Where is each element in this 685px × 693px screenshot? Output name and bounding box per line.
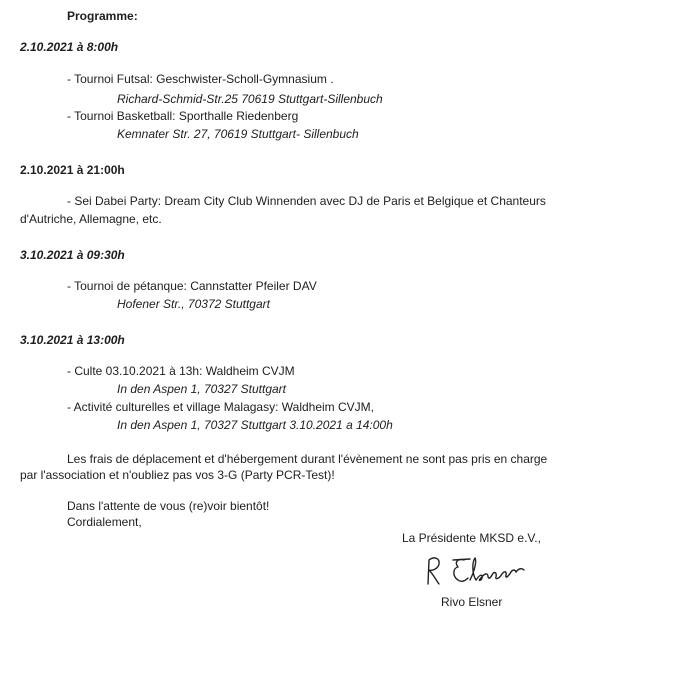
event-line: - Tournoi Basketball: Sporthalle Riedenberg <box>67 109 299 123</box>
closing-line1: Dans l'attente de vous (re)voir bientôt! <box>67 499 270 513</box>
signatory-title: La Présidente MKSD e.V., <box>402 531 541 545</box>
event-address: Hofener Str., 70372 Stuttgart <box>117 297 270 311</box>
section-date-3: 3.10.2021 à 09:30h <box>20 248 125 262</box>
event-address: Richard-Schmid-Str.25 70619 Stuttgart-Sillenbuch <box>117 92 383 106</box>
programme-heading: Programme: <box>67 9 138 23</box>
section-date-2: 2.10.2021 à 21:00h <box>20 163 125 177</box>
event-address: In den Aspen 1, 70327 Stuttgart 3.10.2021 a 14:00h <box>117 418 393 432</box>
notice-line1: Les frais de déplacement et d'hébergement durant l'évènement ne sont pas pris en charge <box>67 452 548 466</box>
notice-line2: par l'association et n'oubliez pas vos 3-G (Party PCR-Test)! <box>20 468 335 482</box>
event-line: - Tournoi de pétanque: Cannstatter Pfeiler DAV <box>67 279 317 293</box>
event-line: - Tournoi Futsal: Geschwister-Scholl-Gymnasium . <box>67 72 334 86</box>
party-description-line2: d'Autriche, Allemagne, etc. <box>20 212 162 226</box>
closing-line2: Cordialement, <box>67 515 142 529</box>
signature-image <box>420 550 535 592</box>
event-line: - Culte 03.10.2021 à 13h: Waldheim CVJM <box>67 364 295 378</box>
event-line: - Activité culturelles et village Malagasy: Waldheim CVJM, <box>67 400 374 414</box>
event-address: Kemnater Str. 27, 70619 Stuttgart- Sillenbuch <box>117 127 359 141</box>
party-description-line1: - Sei Dabei Party: Dream City Club Winnenden avec DJ de Paris et Belgique et Chanteurs <box>67 194 546 208</box>
section-date-1: 2.10.2021 à 8:00h <box>20 40 119 54</box>
signatory-name: Rivo Elsner <box>441 595 503 609</box>
section-date-4: 3.10.2021 à 13:00h <box>20 333 125 347</box>
event-address: In den Aspen 1, 70327 Stuttgart <box>117 382 287 396</box>
